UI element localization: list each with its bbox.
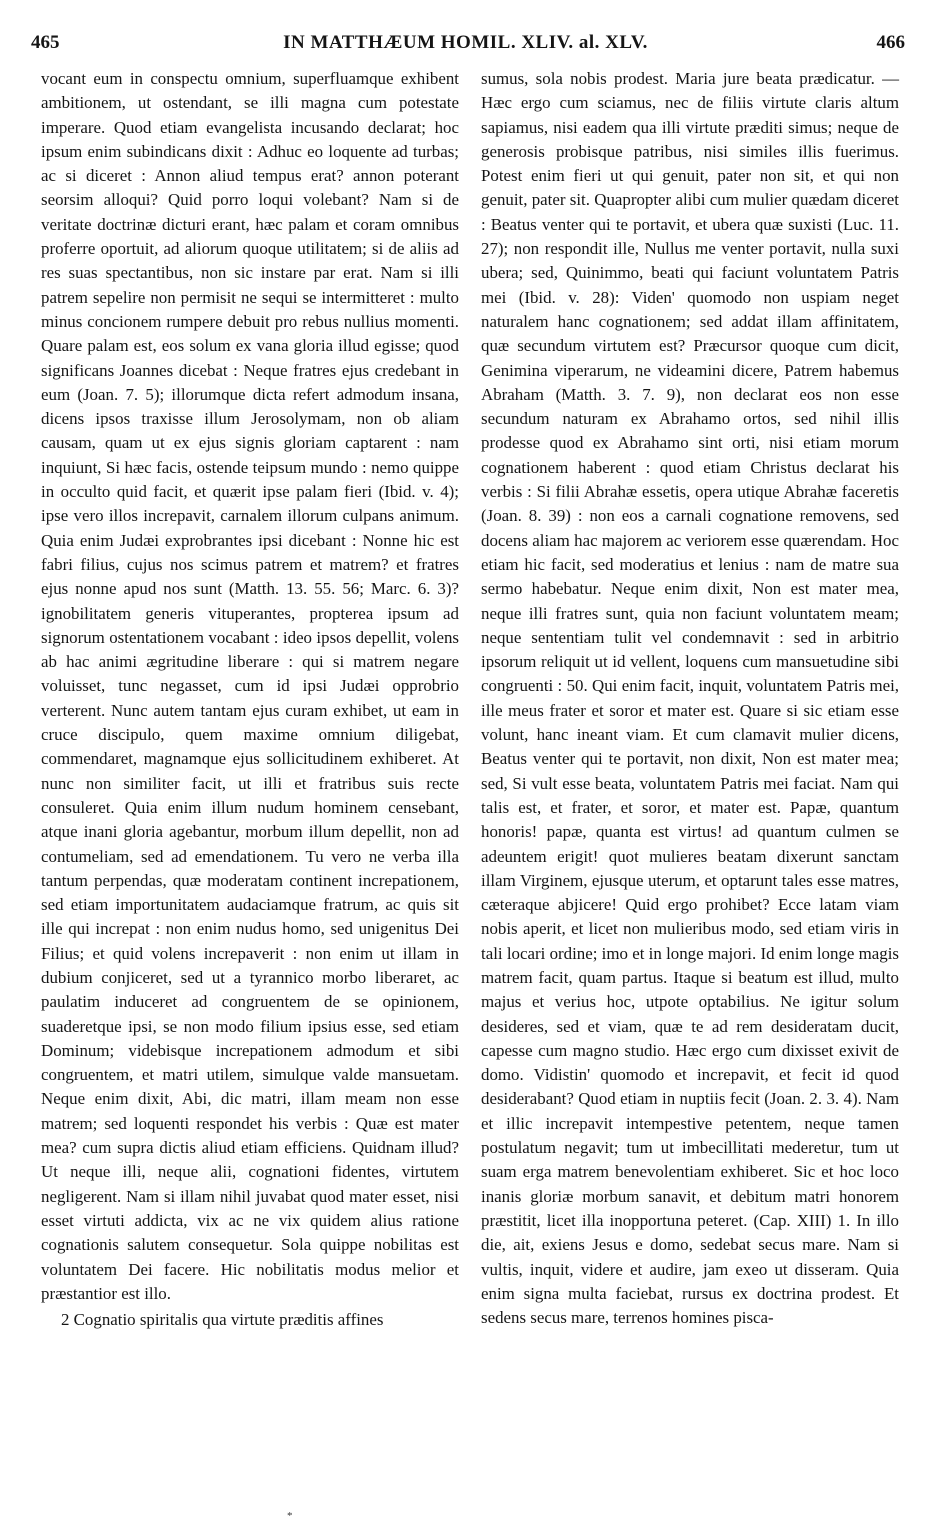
right-column — [481, 67, 899, 1330]
running-title: IN MATTHÆUM HOMIL. XLIV. al. XLV. — [283, 32, 648, 53]
left-column-text: vocant eum in conspectu omnium, superfluamque exhibent ambitionem, ut ostendant, se illi magna cum potestate imperare. Quod etiam evangelista incusando declarat; hoc ipsum enim subindicans dixit : Adhuc eo loquente ad turbas; ac si diceret : Annon aliud tempus erat? annon poterant seorsim alloqui? Quid porro loqui volebant? Nam si de veritate doctrinæ dicturi erant, hæc palam et coram omnibus proferre oportuit, ad aliorum quoque utilitatem; si de aliis ad res suas spectantibus, non sic instare par erat. Nam si illi patrem sepelire non permisit ne sequi se intermitteret : multo minus concionem rumpere debuit pro rebus nullius momenti. Quare palam est, eos solum ex vana gloria illud egisse; quod significans Joannes dicebat : Neque fratres ejus credebant in eum (Joan. 7. 5); illorumque dicta refert admodum insana, dicens ipsos traxisse illum Jerosolymam, non ob aliam causam, quam ut ex ejus signis gloriam captarent : nam inquiunt, Si hæc facis, ostende teipsum mundo : nemo quippe in occulto quid facit, et quærit ipse palam fieri (Ibid. v. 4); ipse vero illos increpavit, carnalem illorum culpans animum. Quia enim Judæi exprobrantes ipsi dicebant : Nonne hic est fabri filius, cujus nos scimus patrem et matrem? et fratres ejus nonne apud nos sunt (Matth. 13. 55. 56; Marc. 6. 3)? ignobilitatem generis vituperantes, propterea ipsum ad signorum ostentationem vocabant : ideo ipsos depellit, volens ab hac animi ægritudine liberare : qui si matrem negare voluisset, tunc negasset, cum id ipsi Judæi opprobrio verterent. Nunc autem tantam ejus curam exhibet, ut eam in cruce discipulo, quem maxime omnium diligebat, commendaret, magnamque ejus sollicitudinem exhiberet. At nunc non similiter facit, ut illi et fratribus suis recte consuleret. Quia enim illum nudum hominem censebant, atque inani gloria agebantur, morbum illum depellit, non ad contumeliam, sed ad emendationem. Tu vero ne verba illa tantum perpendas, quæ moderatam continent increpationem, sed etiam importunitatem audaciamque fratrum, ac quis sit ille qui increpat : non enim nudus homo, sed unigenitus Dei Filius; et quid volens increpaverit : non enim ut illam in dubium conjiceret, sed ut a tyrannico morbo liberaret, ac paulatim induceret ad congruentem de se opinionem, suaderetque ipsi, se non modo filium ipsius esse, sed etiam Dominum; videbisque increpationem admodum et sibi congruentem, et matri utilem, simulque valde mansuetam. Neque enim dixit, Abi, dic matri, illam meam non esse matrem; sed loquenti respondet his verbis : Quæ est mater mea? cum supra dictis aliud etiam efficiens. Quidnam illud? Ut neque illi, neque alii, cognationi fidentes, virtutem negligerent. Nam si illam nihil juvabat quod mater esset, nisi esset virtuti addicta, vix ac ne vix quidem alius ratione cognationis salutem consequetur. Sola quippe nobilitas est voluntatem Dei facere. Hic nobilitatis modus melior et præstantior est illo. — [41, 69, 459, 1303]
page-number-left: 465 — [31, 32, 60, 53]
page-header — [0, 32, 931, 58]
page-number-right: 466 — [876, 32, 905, 53]
footer-mark: * — [287, 1510, 293, 1522]
section-heading-note: 2 Cognatio spiritalis qua virtute præditis affines — [61, 1310, 384, 1330]
left-column — [41, 67, 459, 1332]
right-column-text: sumus, sola nobis prodest. Maria jure beata prædicatur. — Hæc ergo cum sciamus, nec de filiis virtute claris altum sapiamus, nisi eadem qua illi virtute præditi simus; neque de generosis probisque patribus, nisi similes illis fuerimus. Potest enim fieri ut qui genuit, pater non sit, et qui non genuit, pater sit. Quapropter alibi cum mulier quædam diceret : Beatus venter qui te portavit, et ubera quæ suxisti (Luc. 11. 27); non respondit ille, Nullus me venter portavit, nulla suxi ubera; sed, Quinimmo, beati qui faciunt voluntatem Patris mei (Ibid. v. 28): Viden' quomodo non uspiam neget naturalem hanc cognationem; sed addat illam affinitatem, quæ secundum virtutem est? Præcursor quoque cum dicit, Genimina viperarum, ne videamini dicere, Patrem habemus Abraham (Matth. 3. 7. 9), non declarat eos non esse secundum naturam ex Abrahamo ortos, sed nihil illis prodesse quod ex Abrahamo sint orti, nisi etiam morum cognationem haberent : quod etiam Christus declarat his verbis : Si filii Abrahæ essetis, opera utique Abrahæ faceretis (Joan. 8. 39) : non eos a carnali cognatione removens, sed docens aliam hac majorem ac veriorem esse quærendam. Hoc etiam hic facit, sed moderatius et lenius : nam de matre sua sermo habebatur. Neque enim dixit, Non est mater mea, neque illi fratres sunt, quia non faciunt voluntatem meam; neque sententiam tulit vel condemnavit : sed in arbitrio ipsorum reliquit ut id vellent, loquens cum mansuetudine sibi congruenti : 50. Qui enim facit, inquit, voluntatem Patris mei, ille meus frater et soror et mater est. Quare si sic etiam esse volunt, hanc ineant viam. Et cum clamavit mulier dicens, Beatus venter qui te portavit, non dixit, Non est mater mea; sed, Si vult esse beata, voluntatem Patris mei faciat. Nam qui talis est, et frater, et soror, et mater est. Papæ, quantum honoris! papæ, quanta est virtus! ad quantum culmen se adeuntem erigit! quot mulieres beatam dixerunt sanctam illam Virginem, ejusque uterum, et optarunt tales esse matres, cæteraque abjicere! Quid ergo prohibet? Ecce latam viam nobis aperit, et licet non mulieribus modo, sed etiam viris in tali locari ordine; imo et in longe majori. Id enim longe magis matrem facit, quam partus. Itaque si beatum est illud, multo majus et verius hoc, utpote optabilius. Ne igitur solum desideres, sed et viam, quæ te ad rem desideratam ducit, capesse cum magno studio. Hæc ergo cum dixisset exivit de domo. Vidistin' quomodo et increpavit, et fecit id quod desiderabant? Quod etiam in nuptiis fecit (Joan. 2. 3. 4). Nam et illic increpavit intempestive petentem, neque tamen postulatum negavit; tum ut imbecillitati mederetur, tum ut suam erga matrem benevolentiam exhiberet. Sic et hoc loco inanis gloriæ morbum sanavit, et debitum matri honorem præstitit, licet illa inopportuna peteret. (Cap. XIII) 1. In illo die, ait, exiens Jesus e domo, sedebat secus mare. Nam si vultis, inquit, videre et audire, jam exeo ut disseram. Quia enim signa multa faciebat, rursus ex doctrina prodest. Et sedens secus mare, terrenos homines pisca- — [481, 69, 899, 1328]
